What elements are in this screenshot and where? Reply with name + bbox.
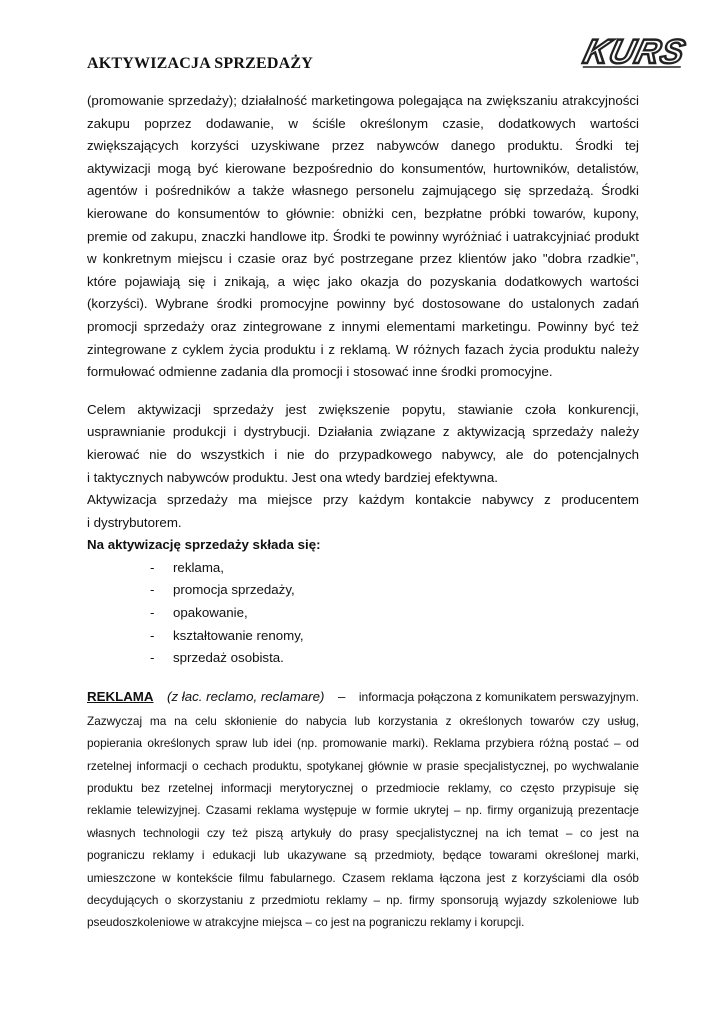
- text-line: zakupu poprzez dodawanie, w ściśle określonym czasie, dodatkowych wartości: [87, 115, 639, 131]
- document-body: [87, 90, 639, 934]
- text-line: i taktycznych nabywców produktu. Jest ona wtedy bardziej efektywna.: [87, 469, 498, 485]
- text-line: promocji sprzedaży oraz zintegrowane z innymi elementami marketingu. Powinny być też: [87, 318, 639, 334]
- text-line: produktu bez rzetelnej informacji merytorycznej o przedmiocie reklamy, co często przypisuje się: [87, 781, 639, 796]
- text-line: decydujących o skorzystaniu z przedmiotu reklamy – np. firmy sponsorują wyjazdy szkoleniowe lub: [87, 892, 639, 907]
- text-line: reklamie telewizyjnej. Czasami reklama występuje w formie ukrytej – np. firmy organizują prezentacje: [87, 803, 639, 818]
- text-line: własnych technologii czy też piszą artykuły do prasy specjalistycznej na ich temat – co jest na: [87, 825, 639, 840]
- paragraph-definition: [87, 90, 639, 384]
- text-line: Zazwyczaj ma na celu skłonienie do nabycia lub korzystania z określonych towarów czy usług,: [87, 713, 639, 728]
- list-item: - kształtowanie renomy,: [150, 627, 304, 643]
- reklama-paragraph: [87, 710, 639, 934]
- text-line: usprawnianie produkcji i dystrybucji. Działania związane z aktywizacją sprzedaży należy: [87, 424, 639, 440]
- text-line: rzetelnej informacji o cechach produktu, spotykanej głównie w prasie specjalistycznej, po wychwalanie: [87, 758, 639, 773]
- text-line: premie od zakupu, znaczki handlowe itp. Środki te powinny wyróżniać i uatrakcyjniać produkt: [87, 228, 639, 244]
- reklama-term: REKLAMA: [87, 688, 154, 704]
- text-line: kierować nie do wszystkich i nie do przypadkowego nabywcy, ale do potencjalnych: [87, 446, 639, 462]
- text-line: zintegrowane z cyklem życia produktu i z reklamą. W różnych fazach życia produktu należy: [87, 341, 639, 357]
- text-line: aktywizacji mogą być kierowane bezpośrednio do konsumentów, hurtowników, detalistów,: [87, 160, 639, 176]
- dash: –: [337, 688, 346, 704]
- list-heading: Na aktywizację sprzedaży składa się:: [87, 537, 321, 553]
- reklama-definition-head: [87, 686, 639, 710]
- page-title: AKTYWIZACJA SPRZEDAŻY: [87, 55, 314, 72]
- text-line: (korzyści). Wybrane środki promocyjne powinny być dostosowane do ustalonych zadań: [87, 296, 639, 312]
- kurs-logo: [576, 30, 696, 72]
- list-item: - reklama,: [150, 559, 224, 575]
- text-line: które pojawiają się i znikają, a więc jako okazja do pozyskania dodatkowych wartości: [87, 273, 639, 289]
- list-item: - promocja sprzedaży,: [150, 582, 295, 598]
- list-item: - sprzedaż osobista.: [150, 650, 284, 666]
- text-line: w konkretnym miejscu i czasie oraz być postrzegane przez klientów jako "dobra rzadkie",: [87, 251, 639, 267]
- text-line: i dystrybutorem.: [87, 514, 182, 530]
- text-line: kierowane do konsumentów to głównie: obniżki cen, bezpłatne próbki towarów, kupony,: [87, 205, 639, 221]
- reklama-first-line: informacja połączona z komunikatem perswazyjnym.: [358, 689, 639, 704]
- text-line: formułować odmienne zadania dla promocji i stosować inne środki promocyjne.: [87, 364, 553, 380]
- text-line: (promowanie sprzedaży); działalność marketingowa polegająca na zwiększaniu atrakcyjności: [87, 93, 639, 108]
- text-line: Celem aktywizacji sprzedaży jest zwiększenie popytu, stawianie czoła konkurencji,: [87, 401, 639, 417]
- text-line: zwiększających korzyści uzyskiwane przez nabywców danego produktu. Środki tej: [87, 138, 639, 154]
- paragraph-goal: [87, 399, 639, 535]
- text-line: agentów i pośredników a także własnego personelu zajmującego się sprzedażą. Środki: [87, 183, 639, 199]
- reklama-etymology: (z łac. reclamo, reclamare): [167, 688, 325, 704]
- components-list: [87, 557, 639, 670]
- list-item: - opakowanie,: [150, 605, 248, 621]
- text-line: popierania określonych spraw lub idei (np. promowanie marki). Reklama przybiera różną postać – od: [87, 736, 639, 751]
- text-line: pseudoszkoleniowe w atrakcyjne miejsca – co jest na pograniczu reklamy i korupcji.: [87, 915, 525, 930]
- svg-text:KURS: KURS: [579, 33, 690, 71]
- text-line: pograniczu reklamy i edukacji lub ukazywane są przedmioty, będące towarami określonej marki,: [87, 848, 639, 863]
- text-line: Aktywizacja sprzedaży ma miejsce przy każdym kontakcie nabywcy z producentem: [87, 492, 639, 508]
- text-line: umieszczone w kontekście filmu fabularnego. Czasem reklama łączona jest z korzyściami dla osób: [87, 870, 639, 885]
